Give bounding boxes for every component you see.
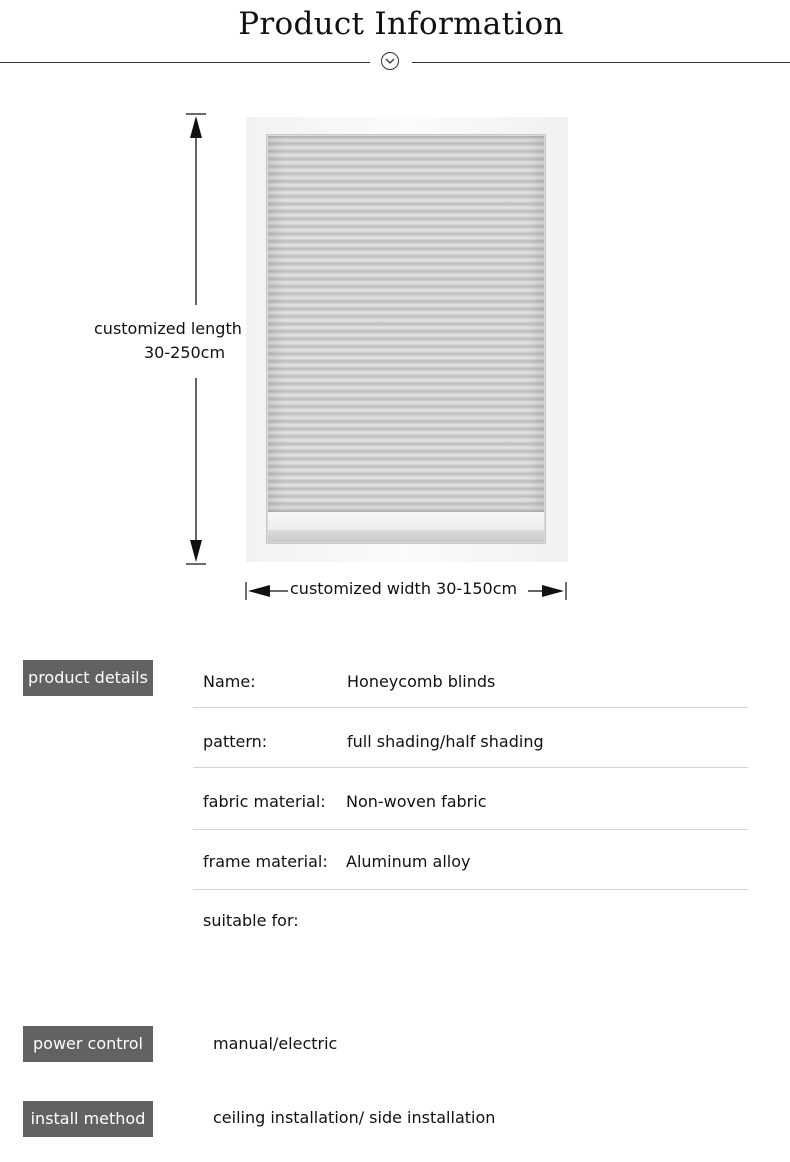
- width-label: customized width 30-150cm: [290, 579, 518, 598]
- header-divider-right: [412, 62, 790, 63]
- fabric-material-label: fabric material:: [203, 792, 326, 811]
- power-control-label: power control: [23, 1026, 153, 1062]
- blind-bottom-glass: [268, 530, 544, 542]
- frame-material-label: frame material:: [203, 852, 328, 871]
- power-control-value: manual/electric: [213, 1034, 338, 1053]
- row-separator: [193, 767, 748, 768]
- blind-pleats: [268, 136, 544, 512]
- install-method-label: install method: [23, 1101, 153, 1137]
- length-label: customized length: [94, 319, 242, 338]
- row-separator: [193, 829, 748, 830]
- row-separator: [193, 707, 748, 708]
- row-separator: [193, 889, 748, 890]
- chevron-down-icon: [385, 57, 395, 65]
- fabric-material-value: Non-woven fabric: [346, 792, 487, 811]
- name-label: Name:: [203, 672, 256, 691]
- header-divider-left: [0, 62, 370, 63]
- pattern-value: full shading/half shading: [347, 732, 544, 751]
- name-value: Honeycomb blinds: [347, 672, 496, 691]
- install-method-value: ceiling installation/ side installation: [213, 1108, 496, 1127]
- length-dimension-arrow: [180, 112, 212, 568]
- product-details-label: product details: [23, 660, 153, 696]
- frame-material-value: Aluminum alloy: [346, 852, 471, 871]
- pattern-label: pattern:: [203, 732, 268, 751]
- expand-toggle[interactable]: [381, 52, 399, 70]
- blind-bottom-rail: [268, 512, 544, 531]
- length-range: 30-250cm: [144, 343, 226, 362]
- suitable-for-label: suitable for:: [203, 911, 299, 930]
- page-title: Product Information: [238, 6, 564, 42]
